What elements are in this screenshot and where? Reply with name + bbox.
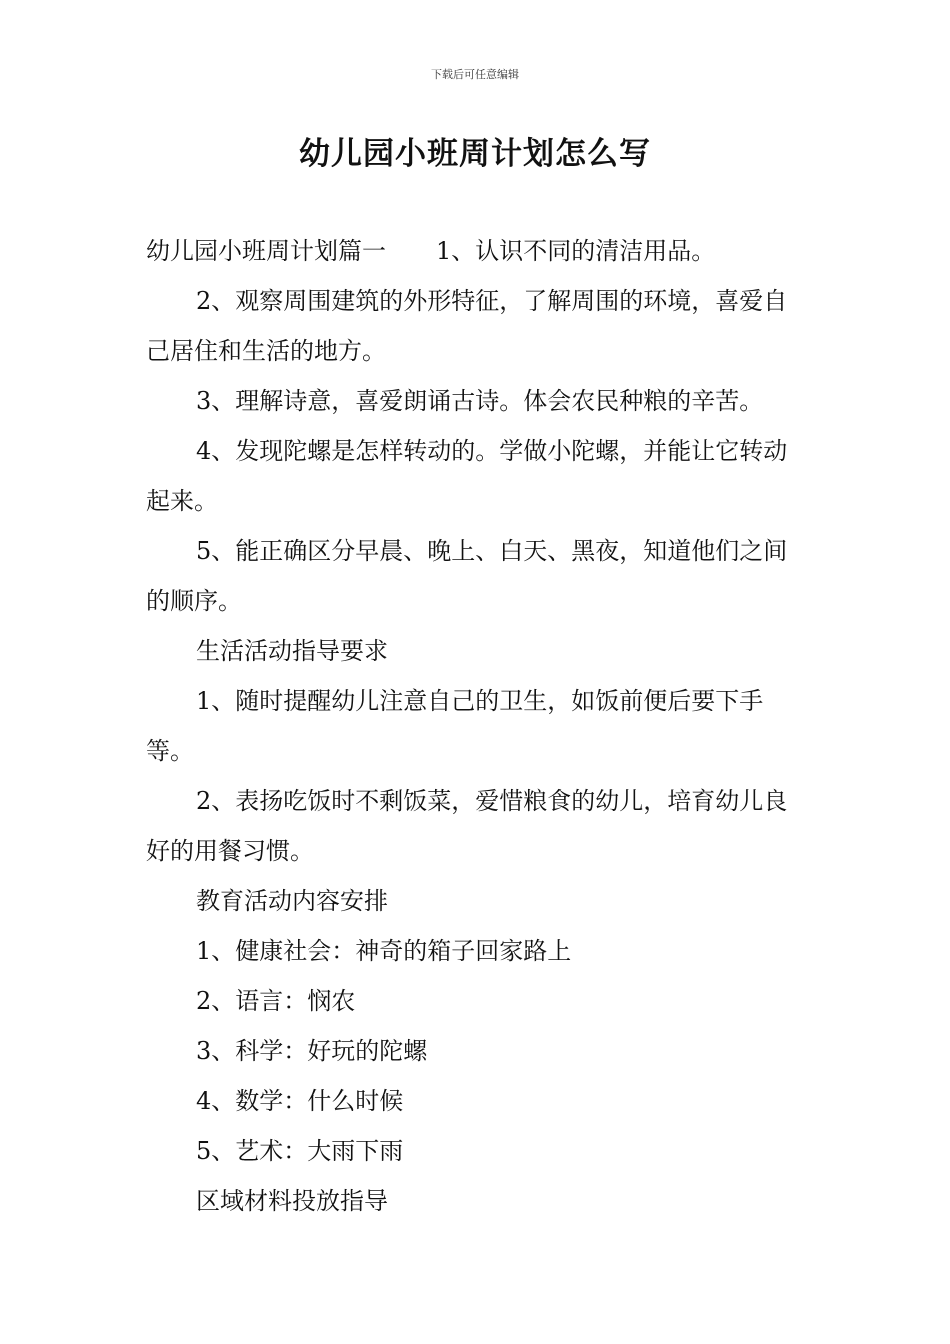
paragraph: 2、表扬吃饭时不剩饭菜，爱惜粮食的幼儿，培育幼儿良好的用餐习惯。 bbox=[146, 787, 788, 865]
list-item: 3、科学：好玩的陀螺 bbox=[196, 1037, 428, 1065]
paragraph: 2、观察周围建筑的外形特征，了解周围的环境，喜爱自己居住和生活的地方。 bbox=[146, 287, 788, 365]
paragraph: 1、随时提醒幼儿注意自己的卫生，如饭前便后要下手等。 bbox=[146, 687, 764, 765]
list-item: 4、数学：什么时候 bbox=[196, 1087, 404, 1115]
document-title: 幼儿园小班周计划怎么写 bbox=[299, 136, 651, 172]
paragraph: 3、理解诗意，喜爱朗诵古诗。体会农民种粮的辛苦。 bbox=[196, 387, 764, 415]
paragraph: 5、能正确区分早晨、晚上、白天、黑夜，知道他们之间的顺序。 bbox=[146, 537, 788, 615]
section-heading: 生活活动指导要求 bbox=[196, 637, 388, 665]
paragraph: 4、发现陀螺是怎样转动的。学做小陀螺，并能让它转动起来。 bbox=[146, 437, 788, 515]
paragraph-first-text: 1、认识不同的清洁用品。 bbox=[436, 237, 716, 265]
list-item: 5、艺术：大雨下雨 bbox=[196, 1137, 404, 1165]
paragraph-first bbox=[146, 226, 808, 276]
section-heading-inline: 幼儿园小班周计划篇一 bbox=[146, 237, 386, 265]
section-heading: 区域材料投放指导 bbox=[196, 1187, 388, 1215]
section-heading: 教育活动内容安排 bbox=[196, 887, 388, 915]
list-item: 2、语言：悯农 bbox=[196, 987, 356, 1015]
list-item: 1、健康社会：神奇的箱子回家路上 bbox=[196, 937, 572, 965]
header-note: 下载后可任意编辑 bbox=[431, 68, 519, 81]
document-body bbox=[146, 226, 808, 1226]
